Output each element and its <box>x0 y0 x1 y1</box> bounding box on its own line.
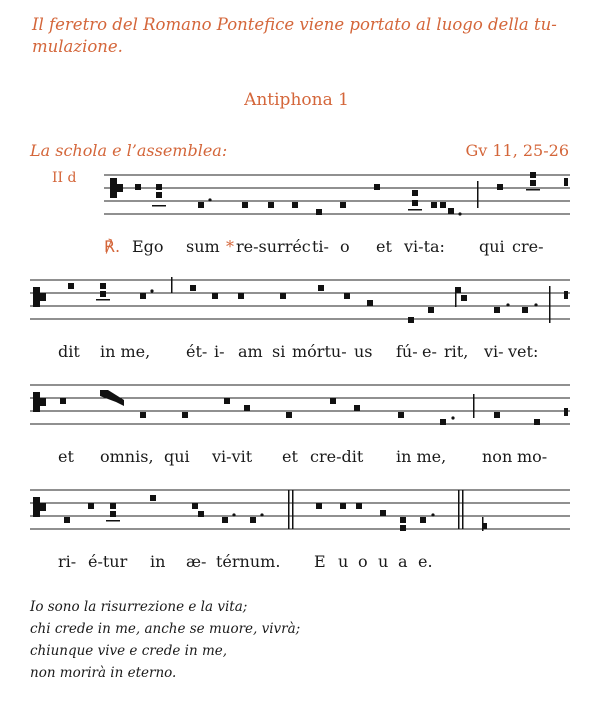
chant-staff-4 <box>0 483 593 535</box>
syllable: fú- <box>396 342 418 361</box>
syllable: si <box>272 342 286 361</box>
syllable: æ- <box>186 552 207 571</box>
syllable: o <box>358 552 368 571</box>
syllable: ti- <box>312 237 329 256</box>
translation-line: chi crede in me, anche se muore, vivrà; <box>30 621 301 637</box>
syllable: am <box>238 342 263 361</box>
syllable: E <box>314 552 326 571</box>
syllable: u <box>378 552 389 571</box>
asterisk: * <box>226 237 234 256</box>
rubric-instruction <box>32 14 572 58</box>
syllable: qui <box>164 447 190 466</box>
syllable: é-tur <box>88 552 128 571</box>
syllable: cre-dit <box>310 447 364 466</box>
chant-staff-2 <box>0 273 593 325</box>
syllable: mórtu- <box>292 342 347 361</box>
chant-staff-3 <box>0 378 593 430</box>
syllable: i- <box>214 342 225 361</box>
syllable: vi- <box>484 342 504 361</box>
syllable: rit, <box>444 342 469 361</box>
syllable: u <box>338 552 349 571</box>
syllable: re-surréc <box>236 237 311 256</box>
syllable: us <box>354 342 373 361</box>
rubric-line-1: Il feretro del Romano Pontefice viene portato al luogo della tu- <box>32 15 557 34</box>
syllable: o <box>340 237 350 256</box>
syllable: dit <box>58 342 80 361</box>
syllable: omnis, <box>100 447 154 466</box>
syllable: ét- <box>186 342 208 361</box>
syllable: vi-ta: <box>404 237 445 256</box>
syllable: non <box>482 447 513 466</box>
translation-line: chiunque vive e crede in me, <box>30 643 228 659</box>
response-symbol: ℟. <box>104 237 121 256</box>
syllable: et <box>282 447 298 466</box>
scripture-reference: Gv 11, 25-26 <box>465 141 569 160</box>
syllable: qui <box>479 237 505 256</box>
syllable: mo- <box>517 447 548 466</box>
syllable: a <box>398 552 408 571</box>
syllable: cre- <box>512 237 544 256</box>
syllable: sum <box>186 237 220 256</box>
translation <box>30 596 300 684</box>
syllable: e. <box>418 552 433 571</box>
rubric-line-2: mulazione. <box>32 37 123 56</box>
translation-line: non morirà in eterno. <box>30 665 177 681</box>
syllable: in <box>150 552 166 571</box>
mode-label: II d <box>52 170 77 186</box>
syllable: Ego <box>132 237 164 256</box>
chant-staff-1 <box>0 168 593 220</box>
syllable: in me, <box>396 447 447 466</box>
syllable: térnum. <box>216 552 281 571</box>
performers-label: La schola e l’assemblea: <box>30 141 228 160</box>
syllable: ri- <box>58 552 77 571</box>
syllable: et <box>376 237 392 256</box>
syllable: et <box>58 447 74 466</box>
syllable: e- <box>422 342 437 361</box>
antiphon-title: Antiphona 1 <box>244 90 349 110</box>
syllable: in me, <box>100 342 151 361</box>
syllable: vi-vit <box>212 447 253 466</box>
translation-line: Io sono la risurrezione e la vita; <box>30 599 248 615</box>
syllable: vet: <box>508 342 539 361</box>
